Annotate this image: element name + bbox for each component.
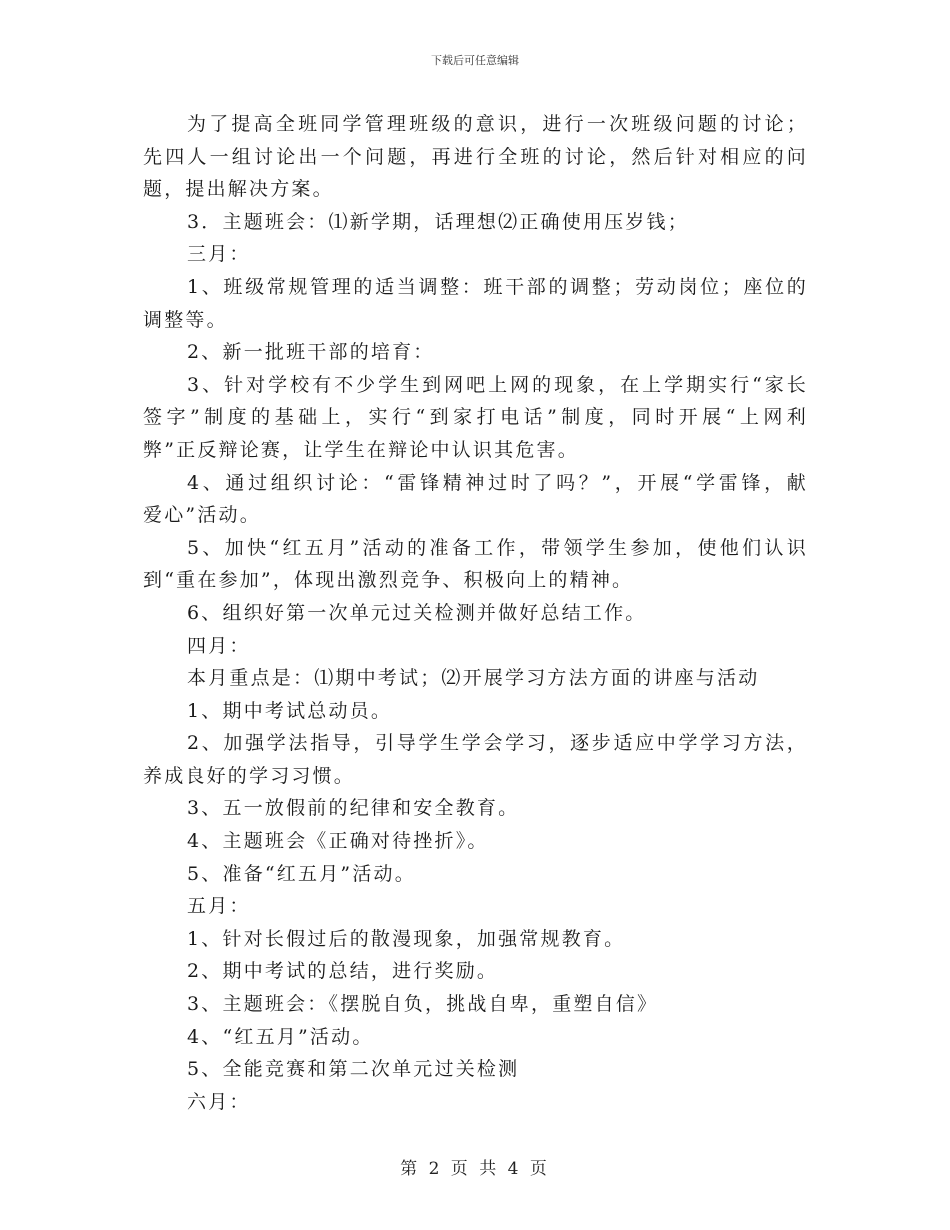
text-line: 1、针对长假过后的散漫现象，加强常规教育。 xyxy=(187,927,626,950)
text-line: 签字”制度的基础上，实行“到家打电话”制度，同时开展“上网利 xyxy=(143,406,808,429)
text-line: 5、全能竞赛和第二次单元过关检测 xyxy=(187,1058,520,1081)
text-line: 6、组织好第一次单元过关检测并做好总结工作。 xyxy=(187,601,647,624)
text-line: 4、通过组织讨论：“雷锋精神过时了吗？”，开展“学雷锋，献 xyxy=(187,471,808,494)
text-line: 弊”正反辩论赛，让学生在辩论中认识其危害。 xyxy=(143,438,579,461)
text-line: 三月： xyxy=(187,243,251,266)
text-line: 本月重点是：⑴期中考试；⑵开展学习方法方面的讲座与活动 xyxy=(187,667,760,690)
text-line: 四月： xyxy=(187,634,251,657)
text-line: 到“重在参加”，体现出激烈竞争、积极向上的精神。 xyxy=(143,569,634,592)
text-line: 3、五一放假前的纪律和安全教育。 xyxy=(187,797,520,820)
text-line: 六月： xyxy=(187,1090,251,1113)
text-line: 3．主题班会：⑴新学期，话理想⑵正确使用压岁钱； xyxy=(187,210,689,233)
document-body xyxy=(143,108,808,1118)
text-line: 为了提高全班同学管理班级的意识，进行一次班级问题的讨论； xyxy=(187,113,808,135)
page-header-note: 下载后可任意编辑 xyxy=(431,54,519,67)
text-line: 调整等。 xyxy=(143,308,228,331)
text-line: 爱心”活动。 xyxy=(143,504,261,527)
text-line: 题，提出解决方案。 xyxy=(143,178,334,201)
text-line: 4、“红五月”活动。 xyxy=(187,1025,374,1048)
text-line: 5、加快“红五月”活动的准备工作，带领学生参加，使他们认识 xyxy=(187,536,808,559)
text-line: 先四人一组讨论出一个问题，再进行全班的讨论，然后针对相应的问 xyxy=(143,145,808,168)
page-number-footer: 第 2 页 共 4 页 xyxy=(400,1159,550,1179)
text-line: 五月： xyxy=(187,895,251,918)
text-line: 2、期中考试的总结，进行奖励。 xyxy=(187,960,499,983)
text-line: 1、班级常规管理的适当调整：班干部的调整；劳动岗位；座位的 xyxy=(187,275,808,298)
text-line: 2、加强学法指导，引导学生学会学习，逐步适应中学学习方法， xyxy=(187,732,808,755)
text-line: 1、期中考试总动员。 xyxy=(187,699,393,722)
text-line: 3、主题班会：《摆脱自负，挑战自卑，重塑自信》 xyxy=(187,993,659,1016)
text-line: 5、准备“红五月”活动。 xyxy=(187,862,416,885)
text-line: 3、针对学校有不少学生到网吧上网的现象，在上学期实行“家长 xyxy=(187,373,808,396)
text-line: 4、主题班会《正确对待挫折》。 xyxy=(187,830,489,853)
text-line: 2、新一批班干部的培育： xyxy=(187,341,435,364)
text-line: 养成良好的学习习惯。 xyxy=(143,764,356,787)
